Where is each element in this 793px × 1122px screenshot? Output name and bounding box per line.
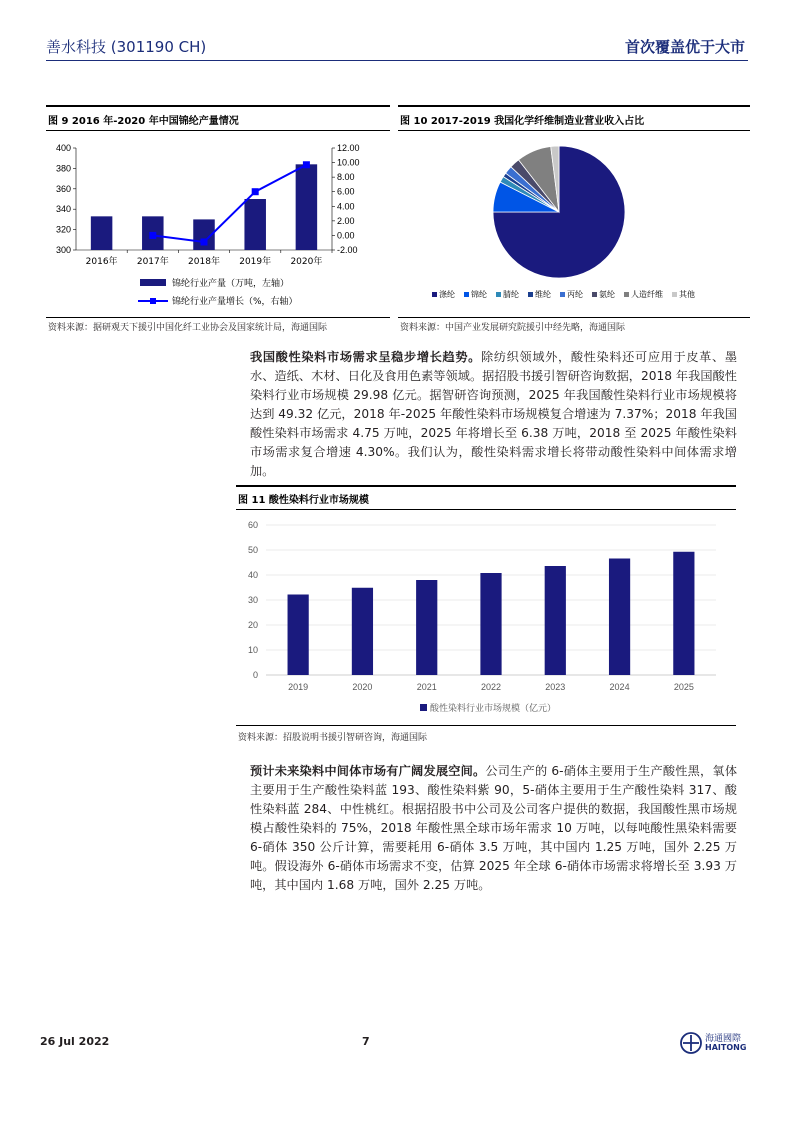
fig11-top-rule <box>236 485 736 487</box>
pie-legend-label: 其他 <box>679 290 695 299</box>
legend-bar-swatch <box>140 279 166 286</box>
right-axis-tick-label: 12.00 <box>337 143 360 153</box>
pie-legend-label: 腈纶 <box>503 290 519 299</box>
header-rule <box>46 60 748 61</box>
left-axis-tick-label: 320 <box>55 224 71 235</box>
x-axis-tick-label: 2021 <box>416 682 437 692</box>
x-axis-tick-label: 2020年 <box>290 257 323 267</box>
fig10-bottom-rule <box>398 317 750 318</box>
market-size-bar <box>416 580 437 675</box>
pie-legend-swatch <box>496 292 501 297</box>
pie-legend-label: 丙纶 <box>567 290 583 299</box>
fig9-title: 图 9 2016 年-2020 年中国锦纶产量情况 <box>48 116 239 127</box>
fig9-top-rule <box>46 105 390 107</box>
pie-legend-swatch <box>432 292 437 297</box>
header-left: 善水科技 (301190 CH) <box>46 38 207 56</box>
legend-line-marker <box>150 298 156 304</box>
production-bar <box>296 164 318 250</box>
pie-legend-label: 人造纤维 <box>631 290 663 299</box>
paragraph2-lead: 预计未来染料中间体市场有广阔发展空间。 <box>250 764 486 778</box>
pie-legend-swatch <box>672 292 677 297</box>
legend-swatch <box>420 704 427 711</box>
left-axis-tick-label: 300 <box>55 245 71 255</box>
pie-legend-swatch <box>464 292 469 297</box>
fig11-bottom-rule <box>236 725 736 726</box>
fig9-source: 资料来源：据研观天下援引中国化纤工业协会及国家统计局，海通国际 <box>48 323 328 333</box>
left-axis-tick-label: 360 <box>55 183 71 194</box>
right-axis-tick-label: 8.00 <box>337 172 355 183</box>
fig10-chart <box>398 132 750 316</box>
x-axis-tick-label: 2024 <box>609 682 630 692</box>
x-axis-tick-label: 2019 <box>288 682 309 692</box>
x-axis-tick-label: 2016年 <box>85 257 118 267</box>
left-axis-tick-label: 400 <box>55 143 71 153</box>
market-size-bar <box>545 566 566 675</box>
pie-legend-label: 涤纶 <box>439 290 455 299</box>
x-axis-tick-label: 2018年 <box>188 257 220 267</box>
right-axis-tick-label: 6.00 <box>337 186 355 197</box>
fig11-source: 资料来源：招股说明书援引智研咨询，海通国际 <box>238 733 428 743</box>
y-axis-tick-label: 0 <box>252 670 258 680</box>
growth-point <box>303 161 310 168</box>
growth-line <box>153 165 307 242</box>
x-axis-tick-label: 2019年 <box>239 257 272 267</box>
growth-point <box>252 188 259 195</box>
right-axis-tick-label: 10.00 <box>337 157 360 168</box>
logo-text-en: HAITONG <box>705 1043 747 1052</box>
market-size-bar <box>609 559 630 676</box>
pie-legend-label: 锦纶 <box>471 290 487 299</box>
x-axis-tick-label: 2017年 <box>136 257 169 267</box>
left-axis-tick-label: 380 <box>55 163 71 174</box>
y-axis-tick-label: 20 <box>247 620 258 630</box>
fig11-chart <box>236 511 736 723</box>
haitong-logo-icon <box>680 1032 702 1054</box>
right-axis-tick-label: -2.00 <box>337 245 358 255</box>
growth-point <box>149 232 156 239</box>
market-size-bar <box>352 588 373 675</box>
x-axis-tick-label: 2025 <box>673 682 694 692</box>
production-bar <box>91 216 113 250</box>
y-axis-tick-label: 10 <box>247 645 258 655</box>
paragraph-lead: 我国酸性染料市场需求呈稳步增长趋势。 <box>250 350 481 364</box>
paragraph-body: 除纺织领域外，酸性染料还可应用于皮革、墨水、造纸、木材、日化及食用色素等领域。据招股书援引智研咨询数据，2018 年我国酸性染料行业市场规模 29.98 亿元。据智研咨询预测，2025 年我国酸性染料行业市场规模将达到 49.32 亿元，2018 年-2025 年酸性染料市场规模复合增速为 7.37%；2018 年我国酸性染料市场需求 4.75 万吨，2025 年将增长至 6.38 万吨，2018 至 2025 年酸性染料市场需求复合增速 4.30%。我们认为，酸性染料需求增长将带动酸性染料中间体需求增加。 <box>250 350 738 478</box>
y-axis-tick-label: 40 <box>247 570 258 580</box>
fig11-title: 图 11 酸性染料行业市场规模 <box>238 495 369 506</box>
right-axis-tick-label: 4.00 <box>337 201 355 212</box>
legend-label: 酸性染料行业市场规模（亿元） <box>430 704 557 714</box>
paragraph2-body: 公司生产的 6-硝体主要用于生产酸性黑，氧体主要用于生产酸性染料蓝 193、酸性染料紫 90，5-硝体主要用于生产酸性染料 317、酸性染料蓝 284、中性桃红。根据招股书中公司及公司客户提供的数据，我国酸性黑市场规模占酸性染料的 75%，2018 年酸性黑全球市场年需求 10 万吨，以每吨酸性黑染料需要 6-硝体 350 公斤计算，需要耗用 6-硝体 3.5 万吨，其中国内 1.25 万吨，国外 2.25 万吨。假设海外 6-硝体市场需求不变，估算 2025 年全球 6-硝体市场需求将增长至 3.93 万吨，其中国内 1.68 万吨，国外 2.25 万吨。 <box>250 764 738 892</box>
y-axis-tick-label: 50 <box>247 545 258 555</box>
fig9-bottom-rule <box>46 317 390 318</box>
footer-date: 26 Jul 2022 <box>40 1035 110 1048</box>
right-axis-tick-label: 2.00 <box>337 215 355 226</box>
paragraph-acid-dye-market <box>250 348 737 481</box>
legend-bar-label: 锦纶行业产量（万吨，左轴） <box>172 279 290 289</box>
market-size-bar <box>480 573 501 675</box>
header-right: 首次覆盖优于大市 <box>624 38 745 56</box>
y-axis-tick-label: 30 <box>247 595 258 605</box>
legend-line-label: 锦纶行业产量增长（%，右轴） <box>172 297 298 307</box>
haitong-logo <box>680 1030 752 1056</box>
x-axis-tick-label: 2020 <box>352 682 373 692</box>
production-bar <box>244 199 266 250</box>
market-size-bar <box>673 552 694 675</box>
logo-text-cn: 海通國際 <box>705 1034 742 1044</box>
page-number: 7 <box>362 1035 370 1048</box>
fig9-title-rule <box>46 130 390 131</box>
y-axis-tick-label: 60 <box>247 520 258 530</box>
market-size-bar <box>288 595 309 676</box>
pie-legend-label: 氨纶 <box>599 290 615 299</box>
pie-legend-swatch <box>592 292 597 297</box>
x-axis-tick-label: 2022 <box>480 682 502 692</box>
right-axis-tick-label: 0.00 <box>337 230 355 241</box>
x-axis-tick-label: 2023 <box>545 682 566 692</box>
fig10-title: 图 10 2017-2019 我国化学纤维制造业营业收入占比 <box>400 116 645 127</box>
fig10-source: 资料来源：中国产业发展研究院援引中经先略，海通国际 <box>400 323 626 333</box>
pie-legend-label: 维纶 <box>535 290 551 299</box>
growth-point <box>201 238 208 245</box>
left-axis-tick-label: 340 <box>55 204 71 215</box>
fig9-chart <box>46 132 390 316</box>
fig10-title-rule <box>398 130 750 131</box>
paragraph-intermediate-market <box>250 762 737 895</box>
fig11-title-rule <box>236 509 736 510</box>
pie-legend-swatch <box>528 292 533 297</box>
pie-legend-swatch <box>560 292 565 297</box>
fig10-top-rule <box>398 105 750 107</box>
pie-legend-swatch <box>624 292 629 297</box>
